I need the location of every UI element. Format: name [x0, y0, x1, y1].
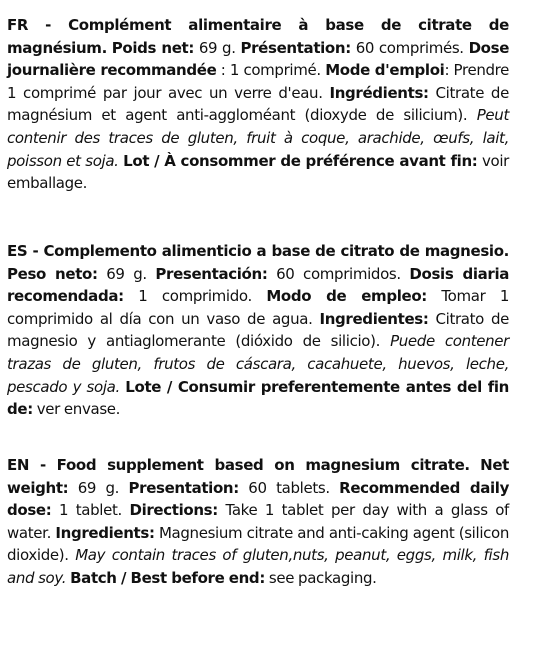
french-ingredients-label: Ingrédients:: [329, 83, 429, 102]
spanish-weight-label: Peso neto:: [7, 264, 98, 283]
french-ingredients-value: Citrate de magnésium et agent anti-aggloméant (dioxyde de silicium).: [7, 83, 509, 125]
english-weight-value: 69 g.: [77, 478, 120, 497]
french-lot-value: voir emballage.: [7, 151, 510, 193]
english-title: EN - Food supplement based on magnesium citrate.: [7, 456, 470, 474]
french-lot-label: Lot / À consommer de préférence avant fin:: [123, 151, 478, 170]
english-usage-value: Take 1 tablet per day with a glass of water.: [7, 501, 509, 542]
spanish-usage-value: Tomar 1 comprimido al día con un vaso de agua.: [7, 287, 510, 328]
spanish-lot-label: Lote / Consumir preferentemente antes del fin de:: [7, 377, 509, 419]
english-ingredients-label: Ingredients:: [55, 523, 155, 542]
spanish-lot-value: ver envase.: [36, 400, 121, 419]
spanish-dose-value: 1 comprimido.: [138, 287, 252, 306]
english-usage-label: Directions:: [129, 501, 218, 520]
french-presentation-label: Présentation:: [240, 38, 351, 57]
english-presentation-value: 60 tablets.: [248, 478, 330, 497]
spanish-usage-label: Modo de empleo:: [266, 287, 427, 306]
spanish-ingredients-label: Ingredientes:: [319, 309, 429, 328]
french-usage-label: Mode d'emploi: [325, 61, 445, 80]
french-presentation-value: 60 comprimés.: [355, 38, 464, 57]
french-allergens: Peut contenir des traces de gluten, fruit à coque, arachide, œufs, lait, poisson et soja.: [7, 106, 509, 170]
english-section: [7, 454, 509, 590]
french-dose-value: : 1 comprimé.: [220, 61, 321, 80]
spanish-weight-value: 69 g.: [106, 264, 147, 283]
spanish-dose-label: Dosis diaria recomendada:: [7, 264, 510, 306]
english-weight-label: Net weight:: [7, 456, 510, 497]
spanish-allergens: Puede contener trazas de gluten, frutos de cáscara, cacahuete, huevos, leche, pescado y soja.: [7, 332, 510, 396]
english-allergens: May contain traces of gluten,nuts, peanut, eggs, milk, fish and soy.: [7, 546, 509, 587]
spanish-title: ES - Complemento alimenticio a base de citrato de magnesio.: [7, 242, 509, 260]
spanish-ingredients-value: Citrato de magnesio y antiaglomerante (dióxido de silicio).: [7, 309, 510, 351]
french-usage-value: : Prendre 1 comprimé par jour avec un verre d'eau.: [7, 61, 510, 102]
english-ingredients-value: Magnesium citrate and anti-caking agent (silicon dioxide).: [7, 523, 510, 565]
french-weight-value: 69 g.: [198, 38, 236, 57]
spanish-section: [7, 240, 509, 421]
english-presentation-label: Presentation:: [128, 478, 239, 497]
spanish-presentation-label: Presentación:: [155, 264, 268, 283]
english-lot-label: Batch / Best before end:: [70, 568, 265, 587]
french-title: FR - Complément alimentaire à base de citrate de magnésium.: [7, 16, 509, 57]
english-lot-value: see packaging.: [268, 568, 377, 587]
french-dose-label: Dose journalière recommandée: [7, 38, 510, 80]
french-section: [7, 14, 509, 195]
spanish-presentation-value: 60 comprimidos.: [276, 264, 401, 283]
english-dose-value: 1 tablet.: [58, 501, 122, 520]
english-dose-label: Recommended daily dose:: [7, 478, 510, 520]
french-weight-label: Poids net:: [111, 38, 195, 57]
